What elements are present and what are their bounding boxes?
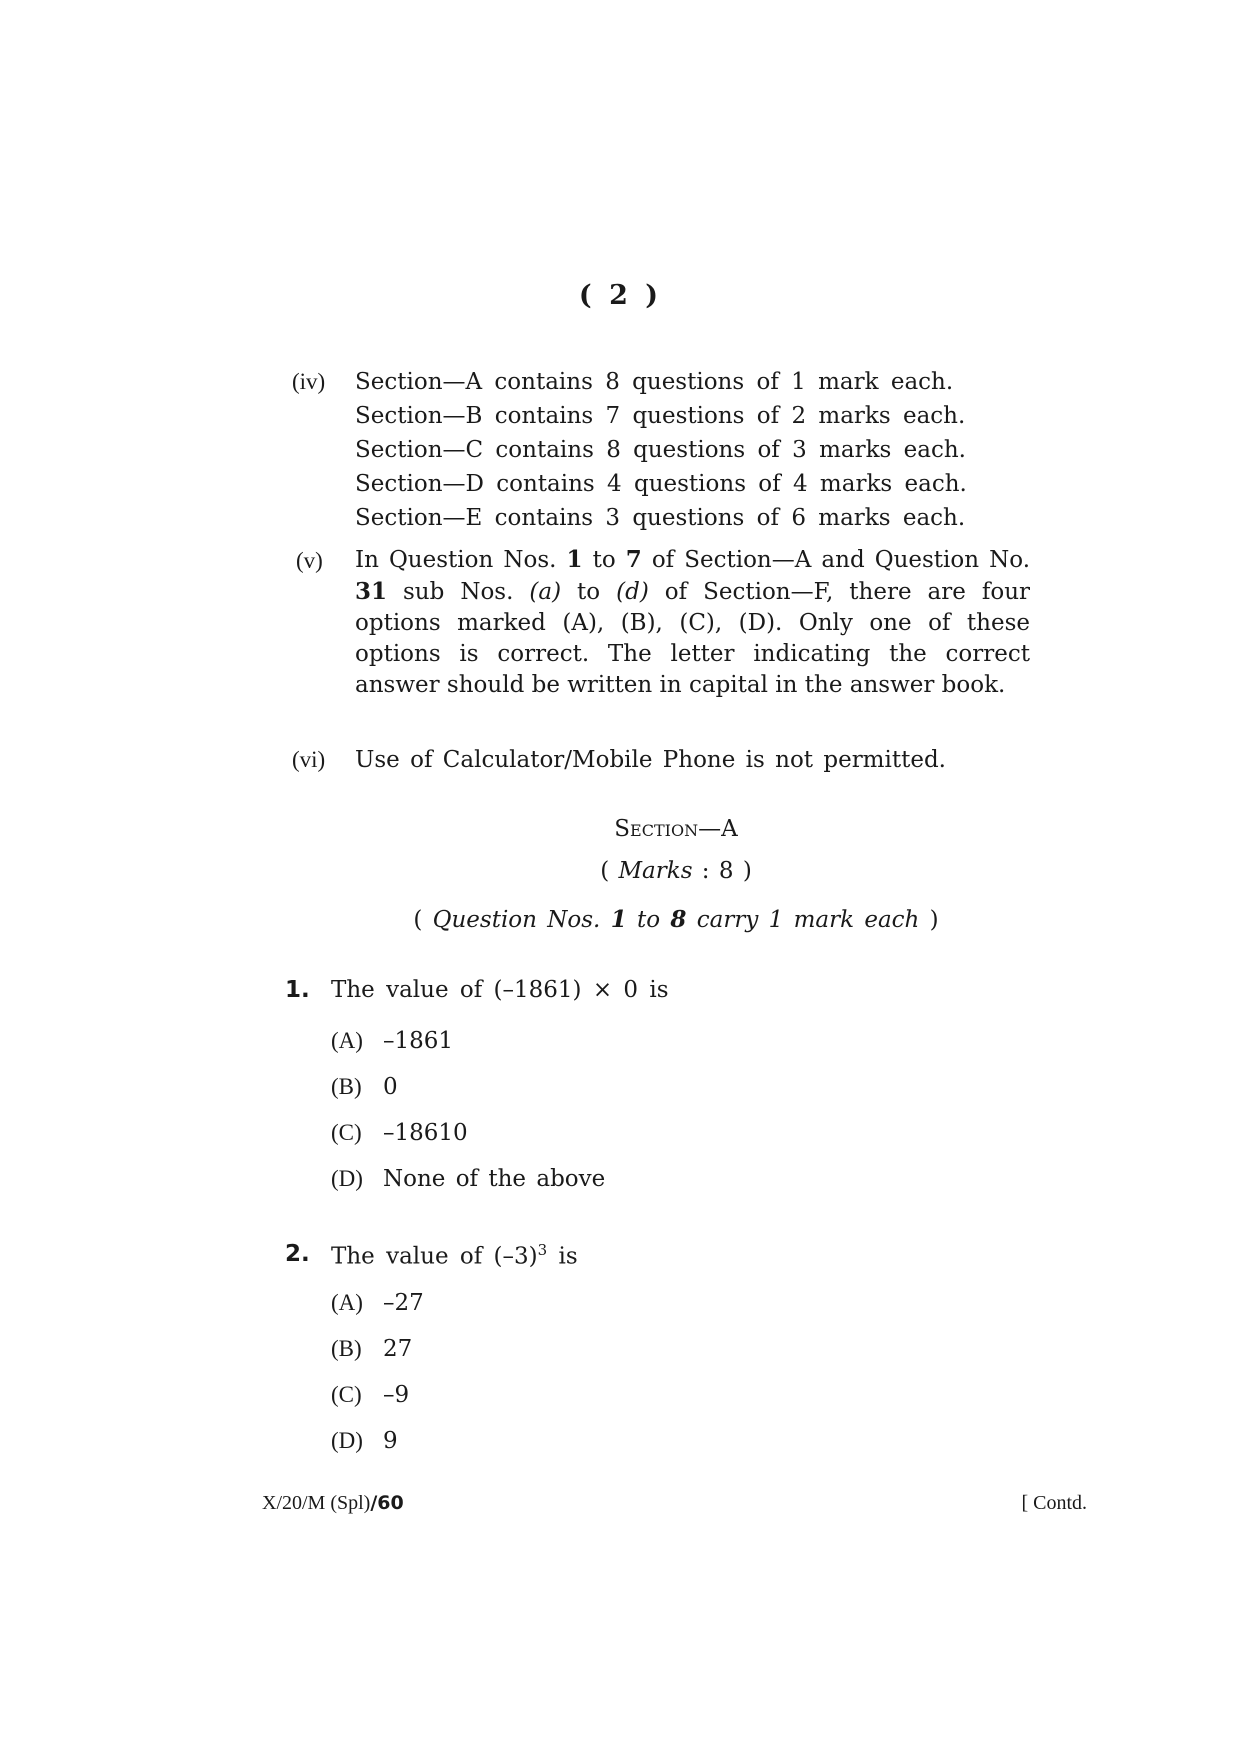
- question-stem: The value of $(-3)^3$ is: [331, 1241, 578, 1270]
- section-b-count: Section—B contains 7 questions of 2 marks each.: [355, 403, 966, 429]
- q2-option-a: (A) –27: [331, 1290, 424, 1316]
- instruction-vi: [292, 743, 1032, 777]
- instruction-v-label: (v): [296, 548, 323, 573]
- section-d-count: Section—D contains 4 questions of 4 marks each.: [355, 471, 967, 497]
- q1-option-a: (A) –1861: [331, 1028, 454, 1054]
- section-c-count: Section—C contains 8 questions of 3 marks each.: [355, 437, 966, 463]
- q1-option-d: (D) None of the above: [331, 1166, 606, 1192]
- q2-option-d: (D) 9: [331, 1428, 398, 1454]
- section-marks: ( Marks : 8 ): [600, 858, 752, 884]
- question-stem: The value of (–1861) × 0 is: [331, 977, 669, 1003]
- instruction-iv: [292, 365, 1032, 535]
- question-number: 1.: [285, 977, 310, 1003]
- page-number: ( 2 ): [578, 280, 663, 311]
- section-title: Section—A: [614, 816, 738, 842]
- continued-note: [ Contd.: [1021, 1492, 1087, 1514]
- instruction-v: [292, 544, 1030, 701]
- instruction-vi-text: Use of Calculator/Mobile Phone is not permitted.: [355, 747, 946, 773]
- instruction-vi-label: (vi): [292, 747, 326, 772]
- section-note: ( Question Nos. 1 to 8 carry 1 mark each ): [413, 906, 939, 933]
- paper-code: X/20/M (Spl)/60: [262, 1492, 404, 1514]
- section-a-count: Section—A contains 8 questions of 1 mark each.: [355, 369, 954, 395]
- q1-option-b: (B) 0: [331, 1074, 398, 1100]
- instruction-v-text: In Question Nos. 1 to 7 of Section—A and Question No. 31 sub Nos. (a) to (d) of Section—F, there are four options marked (A), (B), (C), (D). Only one of these options is correct. The letter indicating the correct answer should be written in capital in the answer book.: [355, 546, 1031, 698]
- q1-option-c: (C) –18610: [331, 1120, 468, 1146]
- section-e-count: Section—E contains 3 questions of 6 marks each.: [355, 505, 966, 531]
- q2-option-b: (B) 27: [331, 1336, 413, 1362]
- instruction-iv-label: (iv): [292, 369, 326, 394]
- q2-option-c: (C) –9: [331, 1382, 410, 1408]
- question-number: 2.: [285, 1241, 310, 1267]
